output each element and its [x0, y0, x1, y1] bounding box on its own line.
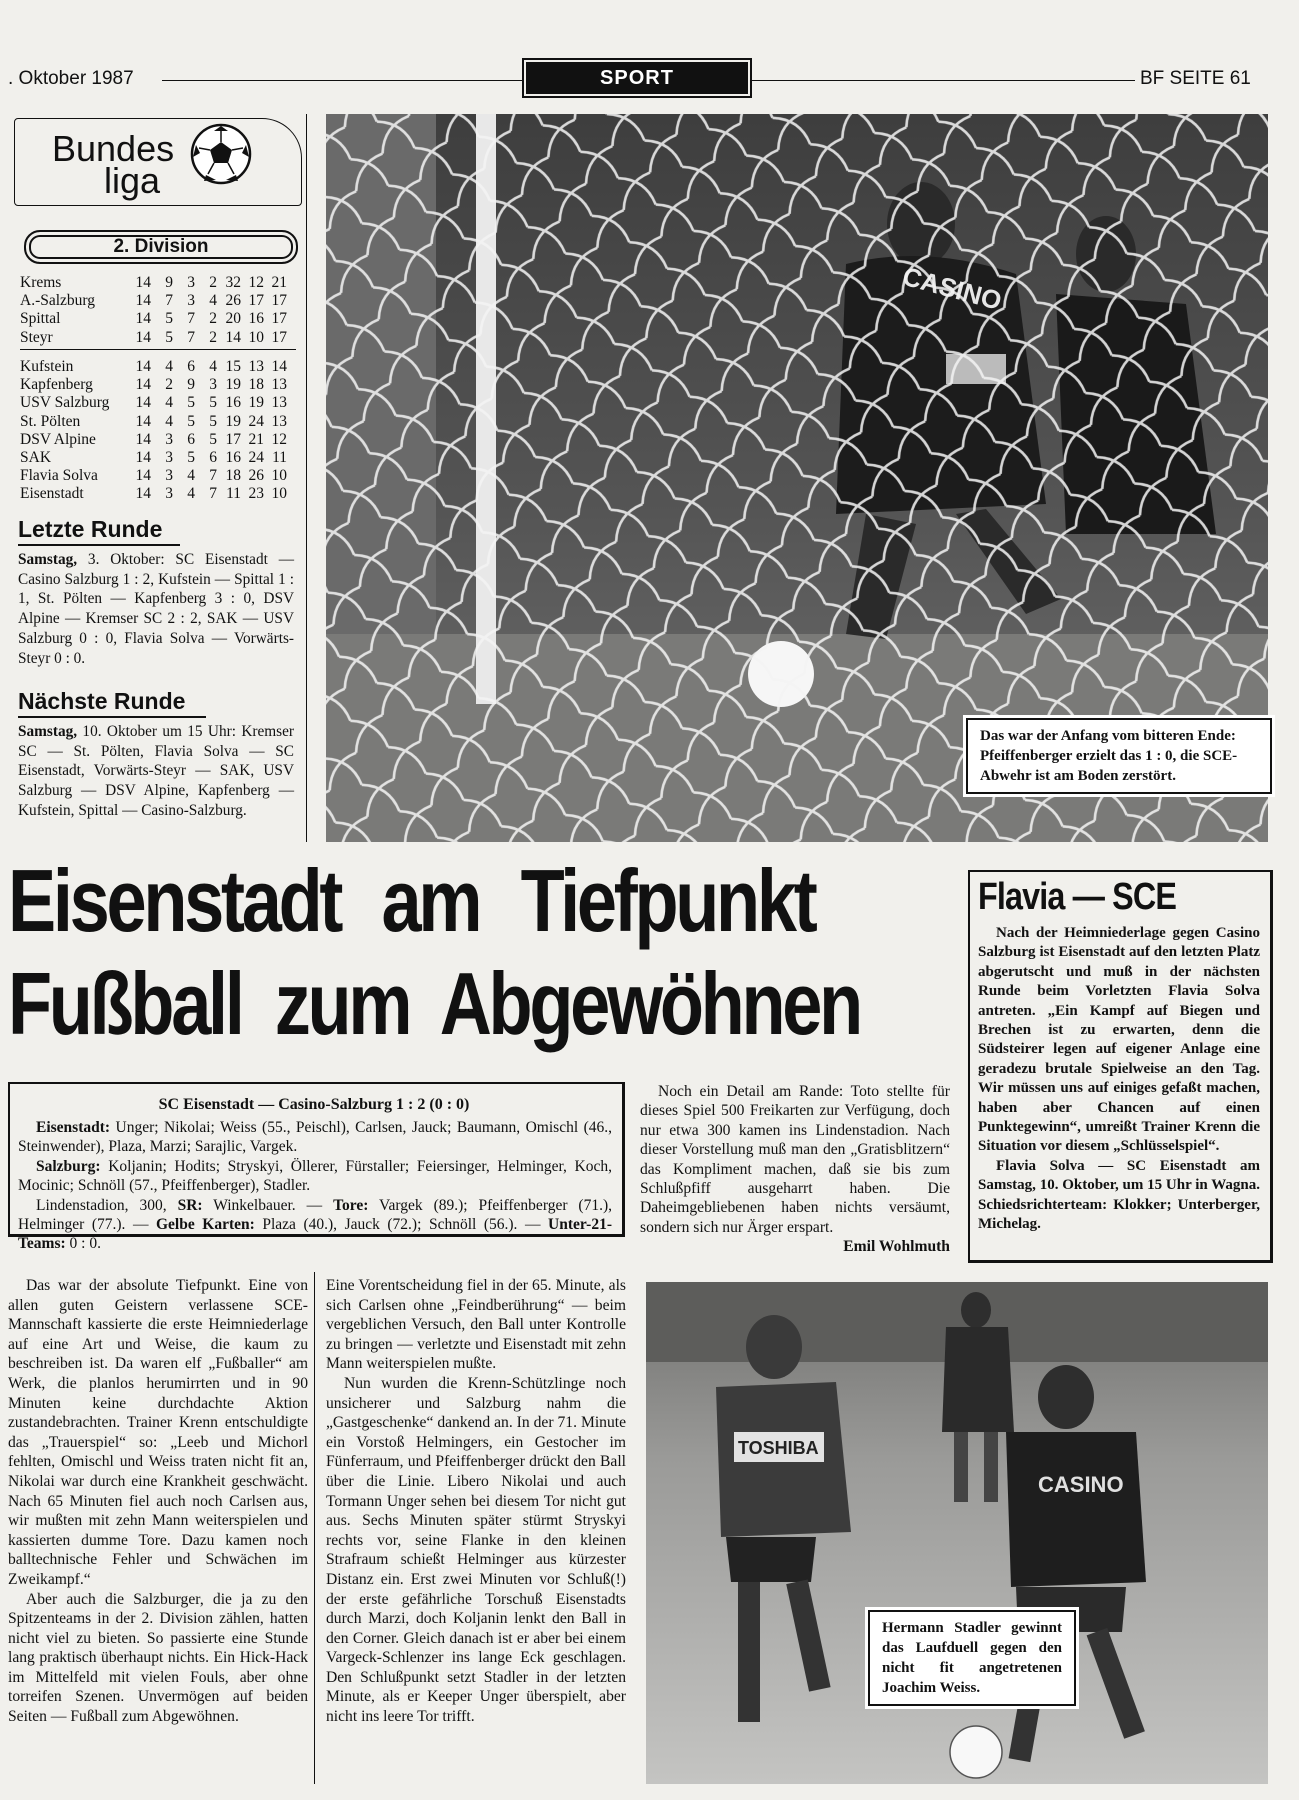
table-cell: 10: [248, 328, 264, 346]
table-cell: 17: [271, 292, 287, 310]
table-row: [20, 358, 287, 376]
table-cell: 14: [135, 310, 151, 328]
team-name: Flavia Solva: [20, 467, 98, 485]
table-cell: 9: [187, 376, 195, 394]
table-cell: 5: [209, 412, 217, 430]
table-cell: 7: [187, 310, 195, 328]
detail-article: [640, 1082, 950, 1257]
table-cell: 4: [165, 394, 173, 412]
table-cell: 5: [187, 394, 195, 412]
table-cell: 5: [209, 394, 217, 412]
team-name: Spittal: [20, 310, 61, 328]
table-cell: 14: [135, 485, 151, 503]
team-name: DSV Alpine: [20, 430, 96, 448]
table-cell: 2: [209, 310, 217, 328]
table-cell: 14: [135, 328, 151, 346]
table-cell: 16: [225, 394, 241, 412]
table-row: [20, 413, 287, 431]
table-cell: 16: [225, 449, 241, 467]
table-cell: 14: [135, 449, 151, 467]
last-round-lead: Samstag,: [18, 551, 78, 568]
table-cell: 24: [248, 449, 264, 467]
table-cell: 32: [225, 274, 241, 291]
flavia-heading: Flavia — SCE: [978, 876, 1177, 918]
headline-line2: Fußball zum Abgewöhnen: [8, 954, 860, 1053]
lineup-label: Eisenstadt:: [36, 1119, 111, 1136]
table-cell: 24: [248, 412, 264, 430]
table-cell: 2: [165, 376, 173, 394]
player-duel-photo: [646, 1282, 1268, 1784]
table-cell: 3: [187, 274, 195, 291]
table-cell: 7: [187, 328, 195, 346]
table-row: [20, 274, 287, 292]
goals-text: Vargek (89.); Pfeiffenberger (71.), Helminger (77.). —: [18, 1196, 613, 1234]
table-cell: 17: [271, 328, 287, 346]
table-cell: 4: [209, 292, 217, 310]
page-number: BF SEITE 61: [1140, 68, 1251, 89]
photo1-caption: Das war der Anfang vom bitteren Ende: Pfeiffenberger erzielt das 1 : 0, die SCE-Abwehr ist am Boden zerstört.: [966, 718, 1272, 794]
match-facts: [18, 1196, 612, 1254]
table-cell: 2: [209, 274, 217, 291]
article-paragraph: Nun wurden die Krenn-Schützlinge noch unsicherer und Salzburg nahm die „Gastgeschenke“ dankend an. In der 71. Minute ein Vorstoß Helmingers, ein Gestocher im Fünferraum, und Pfeiffenberger drückt den Ball über die Linie. Libero Nikolai und auch Tormann Unger sehen bei diesem Tor nicht gut aus. Sechs Minuten später stürmt Stryskyi rechts vor, seine Flanke in den kleinen Strafraum schießt Helminger aus kürzester Distanz ein. Erst zwei Minuten vor Schluß(!) der erste gefährliche Torschuß Eisenstadts durch Marzi, doch Koljanin lenkt den Ball in den Corner. Gleich danach ist er aber bei einem Vargeck-Schlenzer ins lange Eck geschlagen. Den Schlußpunkt setzt Stadler in der letzten Minute, als er Keeper Unger überspielt, aber nicht ins leere Tor trifft.: [326, 1374, 626, 1726]
flavia-paragraph: Nach der Heimniederlage gegen Casino Salzburg ist Eisenstadt auf den letzten Platz abgerutscht und muß in der nächsten Runde beim Vorletzten Flavia Solva antreten. „Ein Kampf auf Biegen und Brechen ist zu erwarten, denn die Südsteirer legen auf eigener Anlage eine geradezu brutale Spielweise an den Tag. Wir müssen uns auf einiges gefaßt machen, haben aber Chancen auf einen Punktegewinn“, umreißt Trainer Krenn die Situation vor diesem „Schlüsselspiel“.: [978, 925, 1260, 1155]
next-round-body: 10. Oktober um 15 Uhr: Kremser SC — St. Pölten, Flavia Solva — SC Eisenstadt, Vorwärts-Steyr — SAK, USV Salzburg — DSV Alpine, Kapfenberg — Kufstein, Spittal — Casino-Salzburg.: [18, 723, 294, 819]
table-cell: 18: [248, 376, 264, 394]
table-row: [20, 394, 287, 412]
table-cell: 4: [165, 412, 173, 430]
table-row: [20, 310, 287, 328]
referee-text: Winkelbauer. —: [202, 1196, 334, 1214]
column-rule: [314, 1272, 315, 1784]
table-cell: 6: [187, 358, 195, 375]
photo2-jersey-left: TOSHIBA: [738, 1438, 819, 1458]
lineup-text: Koljanin; Hodits; Stryskyi, Öllerer, Fürstaller; Feiersinger, Helminger, Koch, Mocinic; Schnöll (57., Pfeiffenberger), Stadler.: [18, 1157, 612, 1195]
table-cell: 17: [248, 292, 264, 310]
table-cell: 13: [271, 376, 287, 394]
heading-underline: [18, 544, 180, 546]
standings-table-top: [20, 274, 287, 347]
referee-label: SR:: [177, 1196, 203, 1214]
table-cell: 3: [165, 485, 173, 503]
table-cell: 3: [187, 292, 195, 310]
table-row: [20, 467, 287, 485]
table-row: [20, 292, 287, 310]
team-name: Kufstein: [20, 358, 74, 375]
team-name: A.-Salzburg: [20, 292, 96, 310]
table-cell: 19: [248, 394, 264, 412]
team-name: Steyr: [20, 328, 53, 346]
headline-line1: Eisenstadt am Tiefpunkt: [8, 851, 815, 950]
table-cell: 6: [187, 430, 195, 448]
table-cell: 7: [209, 485, 217, 503]
standings-table-bottom: [20, 358, 287, 504]
photo2-caption: Hermann Stadler gewinnt das Laufduell gegen den nicht fit angetretenen Joachim Weiss.: [868, 1610, 1076, 1706]
table-cell: 5: [209, 430, 217, 448]
division-title: 2. Division: [24, 230, 298, 264]
table-cell: 10: [271, 467, 287, 485]
team-name: St. Pölten: [20, 412, 81, 430]
table-cell: 13: [248, 358, 264, 375]
table-cell: 14: [135, 358, 151, 375]
table-cell: 14: [135, 274, 151, 291]
table-cell: 5: [165, 310, 173, 328]
team-name: SAK: [20, 449, 52, 467]
article-paragraph: Aber auch die Salzburger, die ja zu den Spitzenteams in der 2. Division zählen, hatten nicht viel zu bieten. So passierte eine Stunde lang praktisch überhaupt nichts. Ein Hick-Hack im Mittelfeld mit vielen Fouls, aber ohne torreifen Szenen. Unvermögen auf beiden Seiten — Fußball zum Abgewöhnen.: [8, 1590, 308, 1726]
last-round-body: 3. Oktober: SC Eisenstadt — Casino Salzburg 1 : 2, Kufstein — Spittal 1 : 1, St. Pölten — Kapfenberg 3 : 0, DSV Alpine — Kremser SC 2 : 2, SAK — USV Salzburg 0 : 0, Flavia Solva — Vorwärts-Steyr 0 : 0.: [18, 551, 294, 667]
detail-paragraph: Noch ein Detail am Rande: Toto stellte für dieses Spiel 500 Freikarten zur Verfügung, doch nur etwa 300 kamen ins Lindenstadion. Nach dieser Vorstellung muß man den „Gratisblitzern“ das Kompliment machen, daß sie bis zum Schlußpfiff ausgeharrt haben. Die Daheimgebliebenen haben nichts versäumt, sondern sich nur Ärger erspart.: [640, 1083, 950, 1236]
issue-date: . Oktober 1987: [8, 68, 134, 89]
table-cell: 21: [248, 430, 264, 448]
last-round-text: [18, 550, 294, 668]
next-round-text: [18, 722, 294, 821]
table-cell: 3: [165, 467, 173, 485]
table-cell: 5: [187, 412, 195, 430]
lineup-salzburg: [18, 1157, 612, 1196]
team-name: Kapfenberg: [20, 376, 93, 394]
table-cell: 12: [271, 430, 287, 448]
table-divider: [20, 349, 296, 350]
lineup-text: Unger; Nikolai; Weiss (55., Peischl), Carlsen, Jauck; Baumann, Omischl (46., Steinwender), Plaza, Marzi; Sarajlic, Vargek.: [18, 1119, 612, 1156]
table-cell: 4: [187, 485, 195, 503]
table-cell: 3: [165, 430, 173, 448]
logo-word-bundes: Bundes: [52, 128, 175, 169]
cards-text: Plaza (40.), Jauck (72.); Schnöll (56.). —: [254, 1216, 549, 1234]
team-name: Eisenstadt: [20, 485, 84, 503]
table-cell: 18: [225, 467, 241, 485]
table-cell: 12: [248, 274, 264, 291]
table-cell: 11: [226, 485, 241, 503]
table-cell: 14: [135, 376, 151, 394]
table-cell: 15: [225, 358, 241, 375]
u21-label: Unter-21-Teams:: [18, 1216, 612, 1253]
table-cell: 3: [209, 376, 217, 394]
table-cell: 23: [248, 485, 264, 503]
last-round-heading: Letzte Runde: [18, 516, 163, 542]
heading-underline: [18, 716, 206, 718]
team-name: USV Salzburg: [20, 394, 110, 412]
flavia-text: [978, 924, 1260, 1235]
table-cell: 6: [209, 449, 217, 467]
table-row: [20, 376, 287, 394]
table-cell: 13: [271, 412, 287, 430]
table-cell: 4: [209, 358, 217, 375]
u21-text: 0 : 0.: [65, 1235, 101, 1253]
table-cell: 7: [165, 292, 173, 310]
table-cell: 13: [271, 394, 287, 412]
cards-label: Gelbe Karten:: [156, 1216, 255, 1234]
table-cell: 16: [248, 310, 264, 328]
table-row: [20, 329, 287, 347]
table-cell: 14: [271, 358, 287, 375]
next-round-heading: Nächste Runde: [18, 688, 186, 714]
table-cell: 19: [225, 376, 241, 394]
player-duel-illustration: [646, 1282, 1268, 1784]
article-column-2: [326, 1276, 626, 1727]
table-cell: 17: [271, 310, 287, 328]
table-cell: 7: [209, 467, 217, 485]
table-row: [20, 449, 287, 467]
table-cell: 3: [165, 449, 173, 467]
table-cell: 10: [271, 485, 287, 503]
table-cell: 14: [135, 412, 151, 430]
article-paragraph: Das war der absolute Tiefpunkt. Eine von allen guten Geistern verlassene SCE-Mannschaft kassierte die erste Heimniederlage auf eine Art und Weise, die kaum zu beschreiben ist. Da waren elf „Fußballer“ am Werk, die planlos herumirrten und in 90 Minuten keine durchdachte Aktion zustandebrachten. Trainer Krenn entschuldigte das „Trauerspiel“ so: „Leeb und Michorl fehlten, Omischl und Weiss traten nicht fit an, Nikolai war durch eine Krankheit geschwächt. Nach 65 Minuten fiel auch noch Carlsen aus, wir mußten mit zehn Mann weiterspielen und kassierten dumme Tore. Dazu kamen noch balltechnische Fehler und Schwächen im Zweikampf.“: [8, 1277, 308, 1588]
flavia-fixture: Flavia Solva — SC Eisenstadt am Samstag, 10. Oktober, um 15 Uhr in Wagna. Schiedsrichterteam: Klokker; Unterberger, Michelag.: [978, 1157, 1260, 1233]
team-name: Krems: [20, 274, 62, 291]
table-cell: 4: [165, 358, 173, 375]
table-cell: 5: [165, 328, 173, 346]
table-cell: 19: [225, 412, 241, 430]
table-cell: 14: [135, 467, 151, 485]
article-paragraph: Eine Vorentscheidung fiel in der 65. Minute, als sich Carlsen ohne „Feindberührung“ — beim vergeblichen Versuch, den Ball unter Kontrolle zu bringen — verletzte und Eisenstadt mit zehn Mann weiterspielen mußte.: [326, 1277, 626, 1373]
table-cell: 21: [271, 274, 287, 291]
match-result-heading: SC Eisenstadt — Casino-Salzburg 1 : 2 (0 : 0): [158, 1096, 470, 1113]
table-cell: 14: [225, 328, 241, 346]
goals-label: Tore:: [333, 1196, 369, 1214]
table-cell: 14: [135, 292, 151, 310]
table-cell: 26: [225, 292, 241, 310]
table-row: [20, 485, 287, 503]
match-lineups: [18, 1118, 612, 1254]
table-row: [20, 431, 287, 449]
lineup-eisenstadt: [18, 1118, 612, 1157]
table-cell: 4: [187, 467, 195, 485]
table-cell: 20: [225, 310, 241, 328]
venue-text: Lindenstadion, 300,: [36, 1196, 178, 1214]
logo-word-liga: liga: [104, 160, 161, 201]
table-cell: 17: [225, 430, 241, 448]
lineup-label: Salzburg:: [36, 1157, 101, 1175]
photo2-jersey-right: CASINO: [1038, 1472, 1124, 1497]
table-cell: 14: [135, 394, 151, 412]
table-cell: 11: [272, 449, 287, 467]
article-column-1: [8, 1276, 308, 1727]
table-cell: 14: [135, 430, 151, 448]
author-byline: Emil Wohlmuth: [843, 1238, 950, 1256]
soccer-ball-icon: [190, 123, 252, 185]
table-cell: 9: [165, 274, 173, 291]
table-cell: 2: [209, 328, 217, 346]
section-label: SPORT: [526, 62, 748, 94]
table-cell: 5: [187, 449, 195, 467]
header-rule-left: [162, 80, 527, 81]
table-cell: 26: [248, 467, 264, 485]
next-round-lead: Samstag,: [18, 723, 78, 740]
header-rule-right: [750, 80, 1135, 81]
